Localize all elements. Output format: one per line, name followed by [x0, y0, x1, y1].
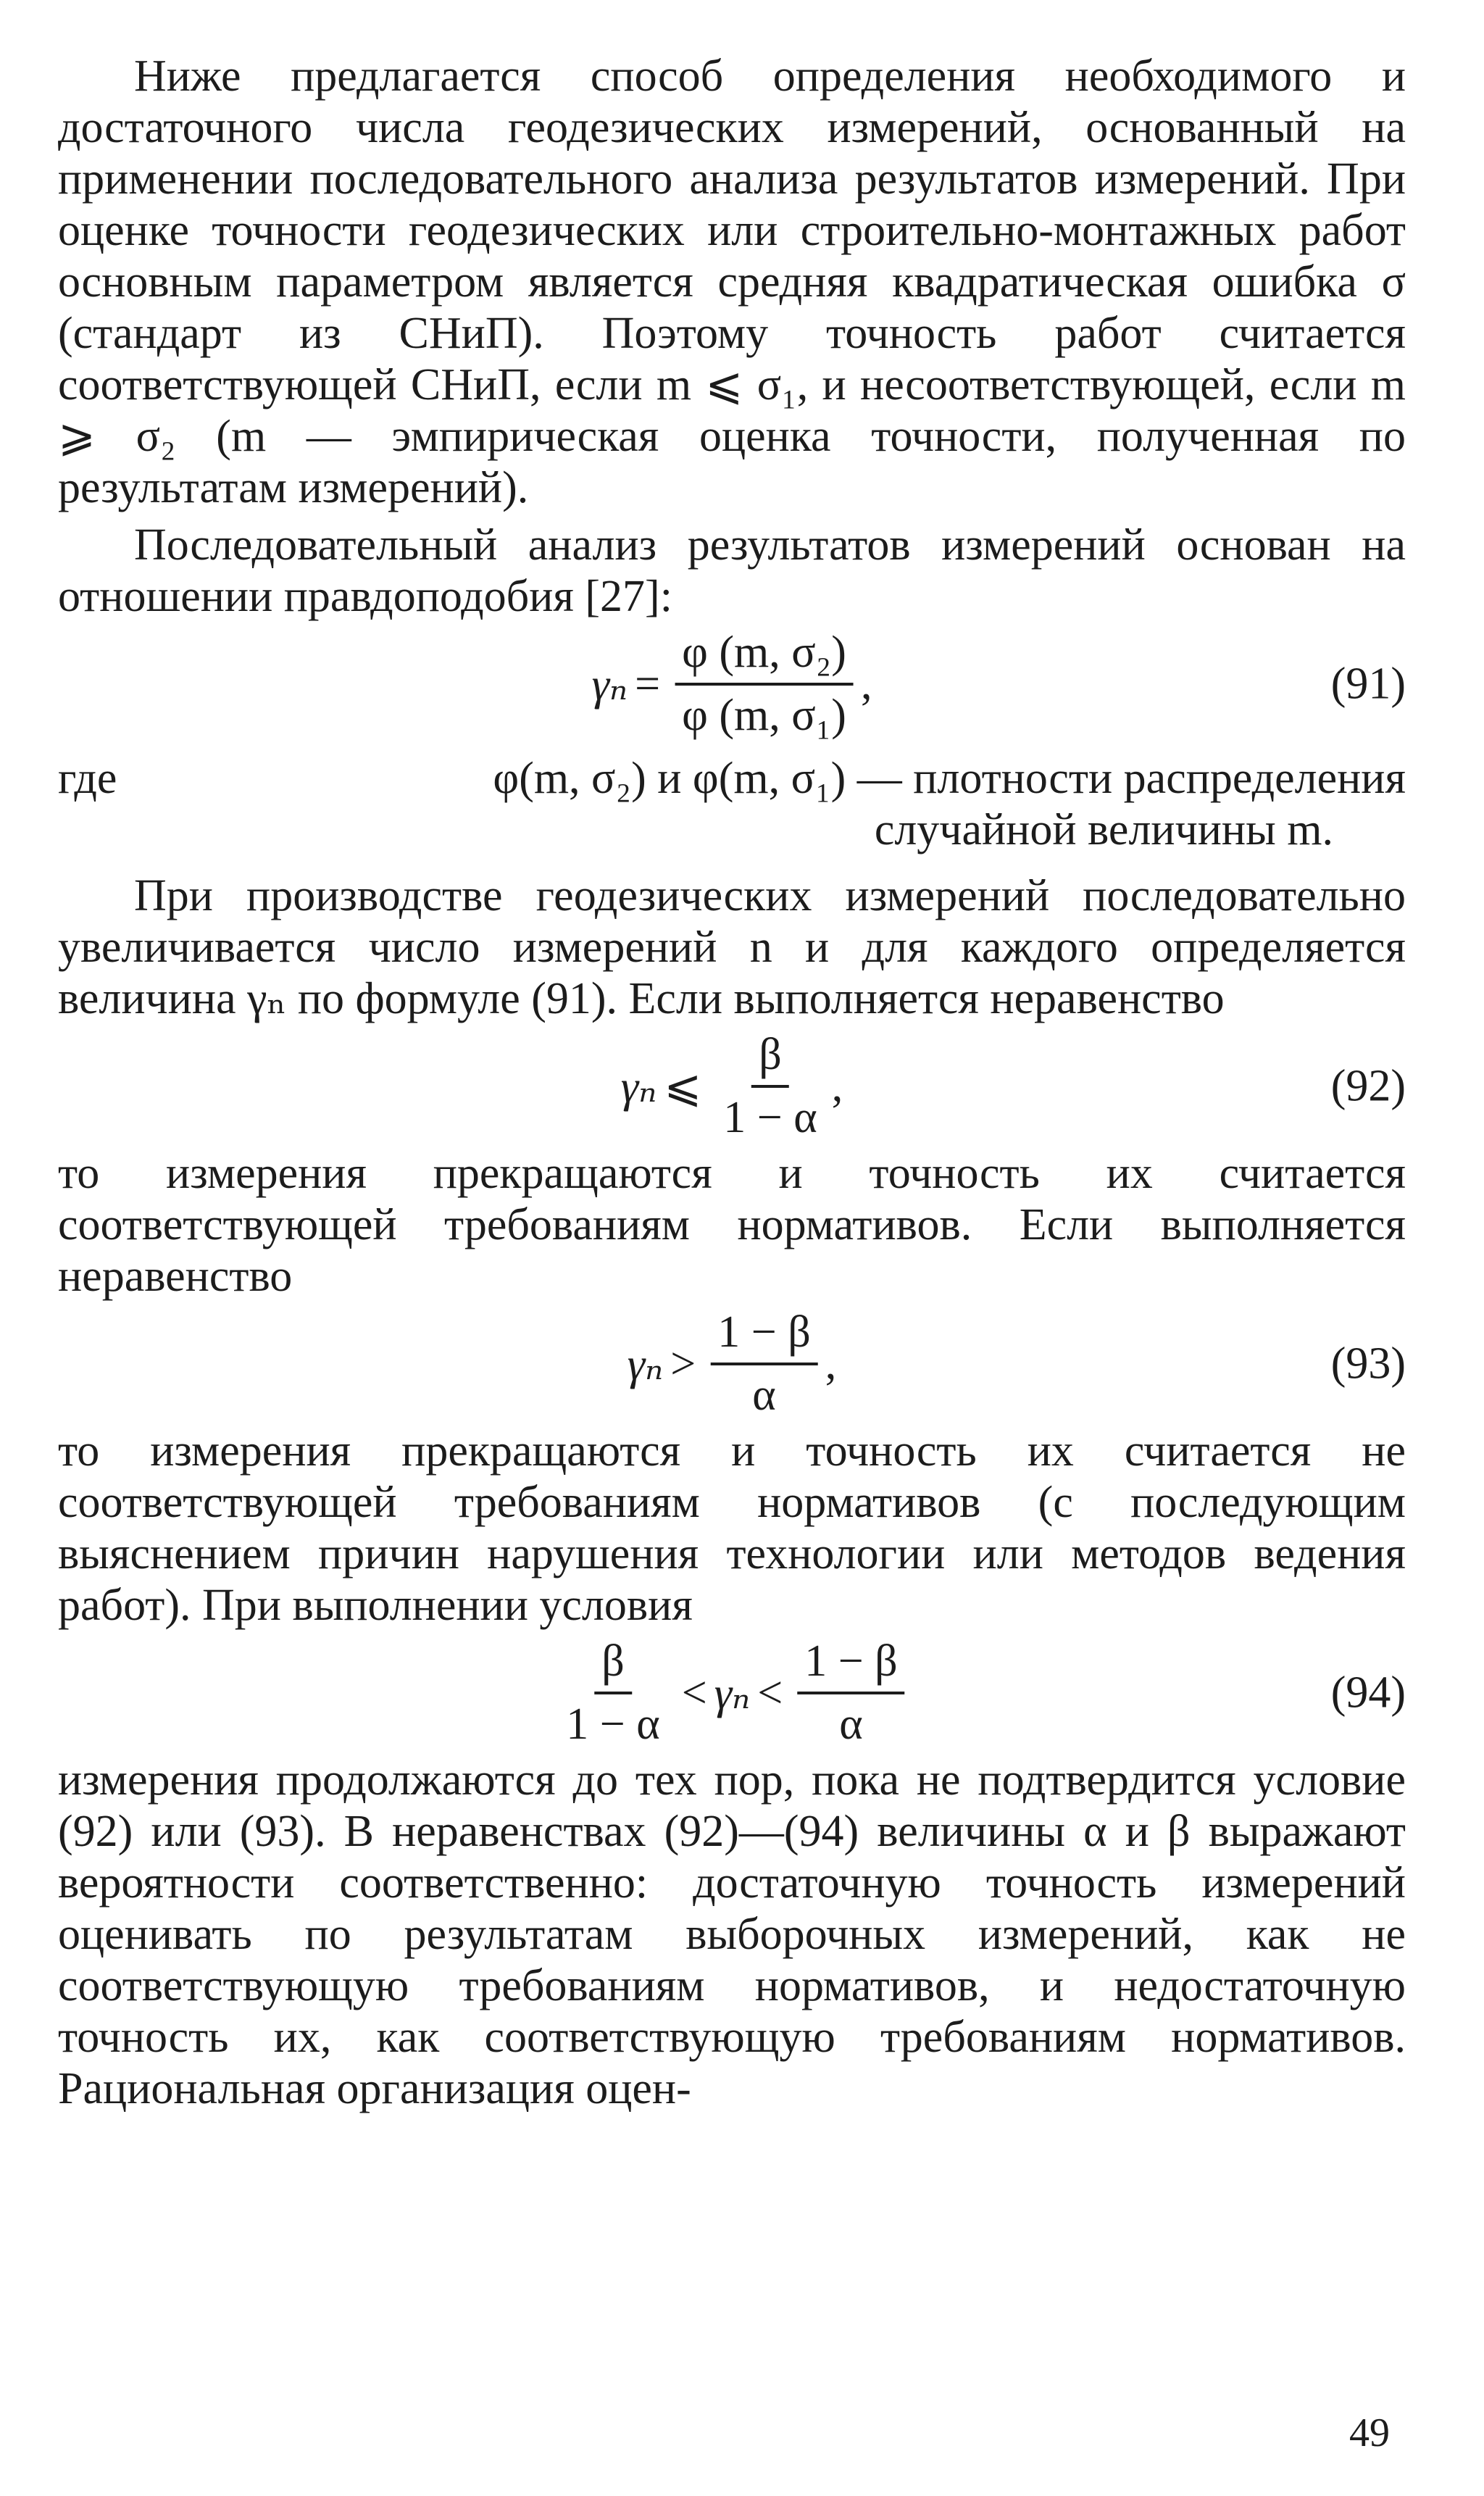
formula-93 [58, 1302, 1406, 1426]
formula-91-numerator: φ (m, σ₂) [675, 627, 854, 686]
where-definition: φ(m, σ₂) и φ(m, σ₁) — плотности распределения [493, 754, 1406, 803]
paragraph-compliant: то измерения прекращаются и точность их считается соответствующей требованиям нормативов. Если выполняется неравенство [58, 1149, 1406, 1301]
formula-92-relation: ⩽ [664, 1062, 702, 1112]
paragraph-noncompliant: то измерения прекращаются и точность их считается не соответствующей требованиям нормативов (с последующим выяснением причин нарушения технологии или методов ведения работ). При выполнении условия [58, 1426, 1406, 1630]
formula-91-denominator: φ (m, σ₁) [682, 691, 846, 740]
formula-91-body [592, 627, 872, 741]
formula-92-body [621, 1029, 843, 1144]
formula-94-left-denominator: 1 − α [566, 1700, 660, 1749]
formula-91-comma: , [860, 659, 872, 709]
formula-93-fraction [710, 1307, 818, 1421]
formula-91-fraction [675, 627, 854, 741]
equation-number-92: (92) [1330, 1061, 1406, 1111]
formula-94-relation-right: < [757, 1668, 783, 1718]
equation-number-91: (91) [1330, 659, 1406, 709]
where-definition-continued: случайной величины m. [874, 805, 1333, 854]
formula-94-right-numerator: 1 − β [797, 1636, 905, 1694]
equation-number-94: (94) [1330, 1668, 1406, 1718]
formula-92-comma: , [831, 1061, 843, 1111]
paragraph-continuation: измерения продолжаются до тех пор, пока не подтвердится условие (92) или (93). В неравенствах (92)—(94) величины α и β выражают вероятности соответственно: достаточную точность измерений оценивать по результатам выборочных измерений, как не соответствующую требованиям нормативов, и недостаточную точность их, как соответствующую требованиям нормативов. Рациональная организация оцен- [58, 1755, 1406, 2113]
paragraph-sequential-analysis: Последовательный анализ результатов измерений основан на отношении правдоподобия [27]: [58, 520, 1406, 621]
formula-91 [58, 623, 1406, 746]
formula-92 [58, 1025, 1406, 1148]
formula-93-relation: > [670, 1339, 696, 1389]
formula-94-right-fraction [797, 1636, 905, 1750]
formula-94-left-fraction [559, 1636, 667, 1750]
formula-94-middle: γₙ [714, 1669, 751, 1718]
formula-92-fraction [716, 1029, 824, 1144]
paragraph-intro: Ниже предлагается способ определения необходимого и достаточного числа геодезических измерений, основанный на применении последовательного анализа результатов измерений. При оценке точности геодезических или строительно-монтажных работ основным параметром является средняя квадратическая ошибка σ (стандарт из СНиП). Поэтому точность работ считается соответствующей СНиП, если m ⩽ σ₁, и несоответствующей, если m ⩾ σ₂ (m — эмпирическая оценка точности, полученная по результатам измерений). [58, 51, 1406, 512]
formula-93-numerator: 1 − β [710, 1307, 818, 1365]
where-clause [58, 753, 1406, 856]
formula-92-denominator: 1 − α [723, 1093, 817, 1142]
formula-94 [58, 1631, 1406, 1755]
formula-94-body [551, 1636, 912, 1750]
page-number: 49 [1349, 2410, 1390, 2455]
formula-91-lhs: γₙ [591, 660, 628, 710]
formula-93-body [628, 1307, 837, 1421]
formula-91-relation: = [635, 659, 661, 709]
formula-94-right-denominator: α [839, 1700, 863, 1749]
formula-93-lhs: γₙ [627, 1340, 664, 1389]
equation-number-93: (93) [1330, 1339, 1406, 1389]
formula-94-left-numerator: β [594, 1636, 632, 1694]
formula-92-numerator: β [751, 1029, 789, 1088]
formula-92-lhs: γₙ [620, 1062, 657, 1112]
formula-93-comma: , [825, 1339, 837, 1389]
where-label: где [58, 754, 117, 803]
paragraph-procedure: При производстве геодезических измерений последовательно увеличивается число измерений n и для каждого определяется величина γₙ по формуле (91). Если выполняется неравенство [58, 871, 1406, 1023]
formula-94-relation-left: < [681, 1668, 707, 1718]
page-content [58, 51, 1406, 2115]
formula-93-denominator: α [752, 1370, 776, 1420]
